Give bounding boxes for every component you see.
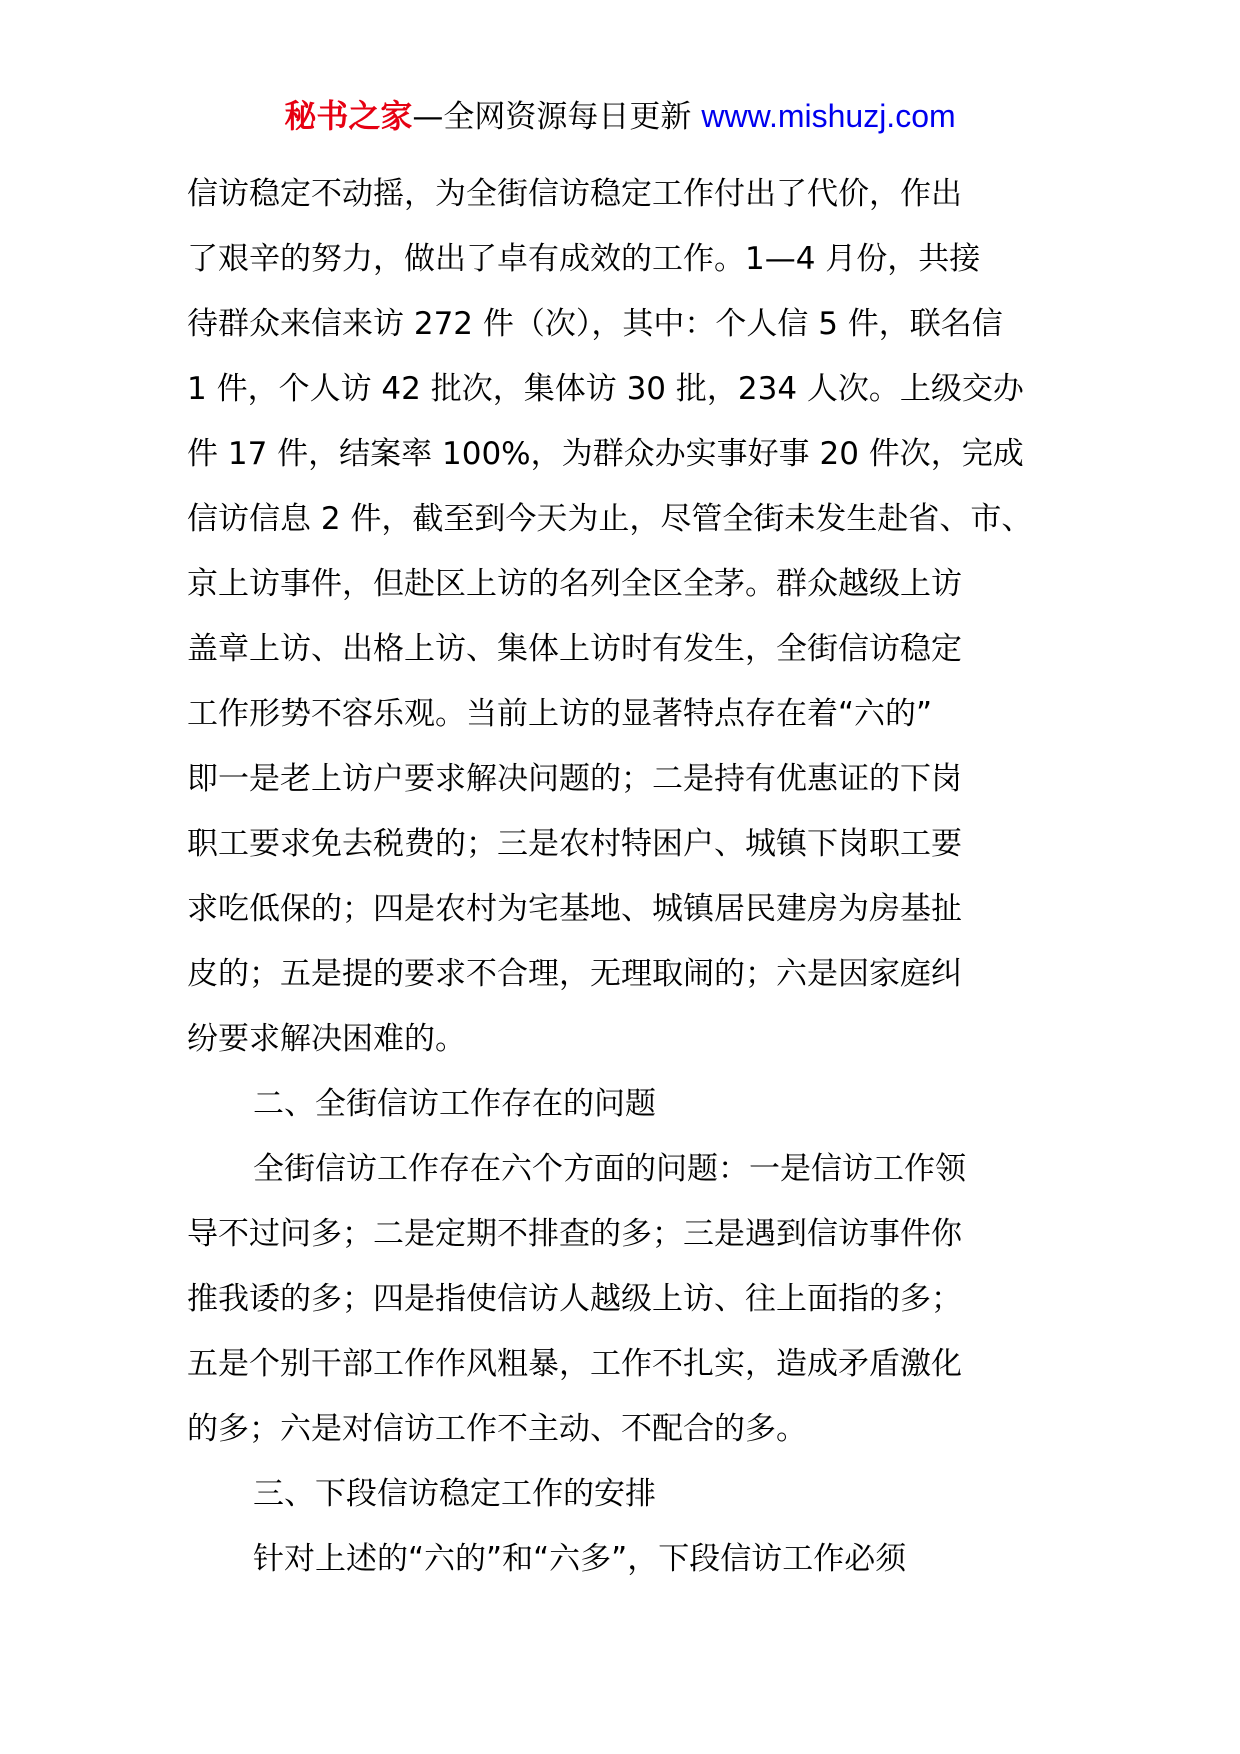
section-heading-3: 三、下段信访稳定工作的安排 — [253, 1476, 656, 1512]
text-line: 五是个别干部工作作风粗暴，工作不扎实，造成矛盾激化 — [187, 1346, 962, 1382]
text-line: 1 件，个人访 42 批次，集体访 30 批，234 人次。上级交办 — [187, 371, 1024, 407]
text-line: 待群众来信来访 272 件（次），其中：个人信 5 件，联名信 — [187, 306, 1003, 342]
text-line: 信访稳定不动摇，为全街信访稳定工作付出了代价，作出 — [187, 176, 962, 212]
text-line: 职工要求免去税费的；三是农村特困户、城镇下岗职工要 — [187, 826, 962, 862]
text-line: 工作形势不容乐观。当前上访的显著特点存在着“六的” — [187, 696, 933, 732]
text-line: 了艰辛的努力，做出了卓有成效的工作。1—4 月份，共接 — [187, 241, 981, 277]
text-line: 全街信访工作存在六个方面的问题：一是信访工作领 — [253, 1151, 966, 1187]
text-line: 导不过问多；二是定期不排查的多；三是遇到信访事件你 — [187, 1216, 962, 1252]
site-tagline: —全网资源每日更新 — [412, 99, 692, 135]
text-line: 推我诿的多；四是指使信访人越级上访、往上面指的多； — [187, 1281, 962, 1317]
text-line: 即一是老上访户要求解决问题的；二是持有优惠证的下岗 — [187, 761, 962, 797]
text-line: 的多；六是对信访工作不主动、不配合的多。 — [187, 1411, 807, 1447]
text-line: 盖章上访、出格上访、集体上访时有发生，全街信访稳定 — [187, 631, 962, 667]
text-line: 信访信息 2 件，截至到今天为止，尽管全街未发生赴省、市、 — [187, 501, 1033, 537]
site-url-link[interactable]: www.mishuzj.com — [701, 98, 956, 134]
text-line: 求吃低保的；四是农村为宅基地、城镇居民建房为房基扯 — [187, 891, 962, 927]
document-body — [187, 162, 1067, 1592]
text-line: 京上访事件，但赴区上访的名列全区全茅。群众越级上访 — [187, 566, 962, 602]
site-brand: 秘书之家 — [284, 97, 413, 135]
text-line: 纷要求解决困难的。 — [187, 1021, 466, 1057]
text-line: 针对上述的“六的”和“六多”，下段信访工作必须 — [253, 1541, 907, 1577]
text-line: 皮的；五是提的要求不合理，无理取闹的；六是因家庭纠 — [187, 956, 962, 992]
section-heading-2: 二、全街信访工作存在的问题 — [253, 1086, 656, 1122]
site-header — [0, 96, 1240, 137]
text-line: 件 17 件，结案率 100%，为群众办实事好事 20 件次，完成 — [187, 436, 1024, 472]
